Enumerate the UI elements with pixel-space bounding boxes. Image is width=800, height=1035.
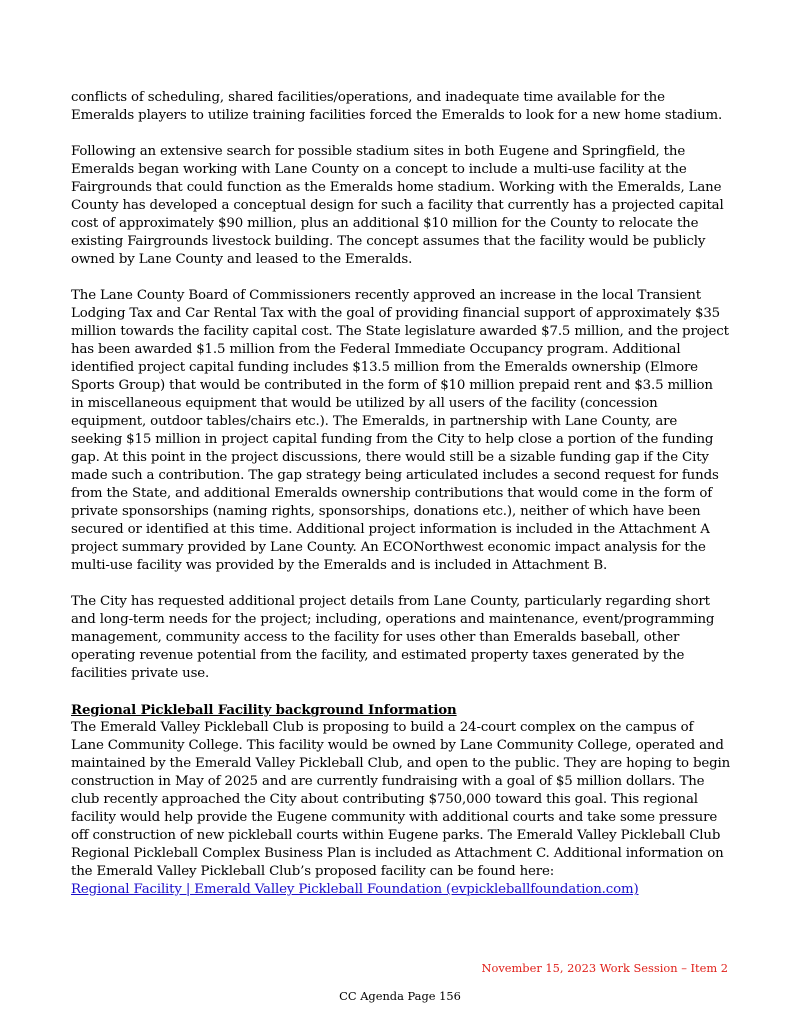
- pickleball-foundation-link[interactable]: Regional Facility | Emerald Valley Pickleball Foundation (evpickleballfoundation.com): [71, 882, 639, 897]
- paragraph-pickleball: The Emerald Valley Pickleball Club is proposing to build a 24-court complex on the campus of Lane Community College. This facility would be owned by Lane Community College, operated and maintained by the Emerald Valley Pickleball Club, and open to the public. They are hoping to begin construction in May of 2025 and are currently fundraising with a goal of $5 million dollars. The club recently approached the City about contributing $750,000 toward this goal. This regional facility would help provide the Eugene community with additional courts and take some pressure off construction of new pickleball courts within Eugene parks. The Emerald Valley Pickleball Club Regional Pickleball Complex Business Plan is included as Attachment C. Additional information on the Emerald Valley Pickleball Club’s proposed facility can be found here:: [71, 720, 731, 879]
- paragraph-stadium-conflicts: conflicts of scheduling, shared facilities/operations, and inadequate time available for the Emeralds players to utilize training facilities forced the Emeralds to look for a new home stadium.: [71, 90, 723, 123]
- document-body: [71, 89, 731, 899]
- paragraph-city-request: The City has requested additional project details from Lane County, particularly regarding short and long-term needs for the project; including, operations and maintenance, event/programming management, community access to the facility for uses other than Emeralds baseball, other operating revenue potential from the facility, and estimated property taxes generated by the facilities private use.: [71, 594, 715, 681]
- section-heading-pickleball: Regional Pickleball Facility background Information: [71, 702, 457, 718]
- paragraph-funding: The Lane County Board of Commissioners recently approved an increase in the local Transient Lodging Tax and Car Rental Tax with the goal of providing financial support of approximately $35 million towards the facility capital cost. The State legislature awarded $7.5 million, and the project has been awarded $1.5 million from the Federal Immediate Occupancy program. Additional identified project capital funding includes $13.5 million from the Emeralds ownership (Elmore Sports Group) that would be contributed in the form of $10 million prepaid rent and $3.5 million in miscellaneous equipment that would be utilized by all users of the facility (concession equipment, outdoor tables/chairs etc.). The Emeralds, in partnership with Lane County, are seeking $15 million in project capital funding from the City to help close a portion of the funding gap. At this point in the project discussions, there would still be a sizable funding gap if the City made such a contribution. The gap strategy being articulated includes a second request for funds from the State, and additional Emeralds ownership contributions that would come in the form of private sponsorships (naming rights, sponsorships, donations etc.), neither of which have been secured or identified at this time. Additional project information is included in the Attachment A project summary provided by Lane County. An ECONorthwest economic impact analysis for the multi-use facility was provided by the Emeralds and is included in Attachment B.: [71, 288, 729, 573]
- page-number-label: CC Agenda Page 156: [339, 989, 461, 1003]
- work-session-label: November 15, 2023 Work Session – Item 2: [481, 961, 728, 975]
- paragraph-stadium-search: Following an extensive search for possible stadium sites in both Eugene and Springfield, the Emeralds began working with Lane County on a concept to include a multi-use facility at the Fairgrounds that could function as the Emeralds home stadium. Working with the Emeralds, Lane County has developed a conceptual design for such a facility that currently has a projected capital cost of approximately $90 million, plus an additional $10 million for the County to relocate the existing Fairgrounds livestock building. The concept assumes that the facility would be publicly owned by Lane County and leased to the Emeralds.: [71, 144, 724, 267]
